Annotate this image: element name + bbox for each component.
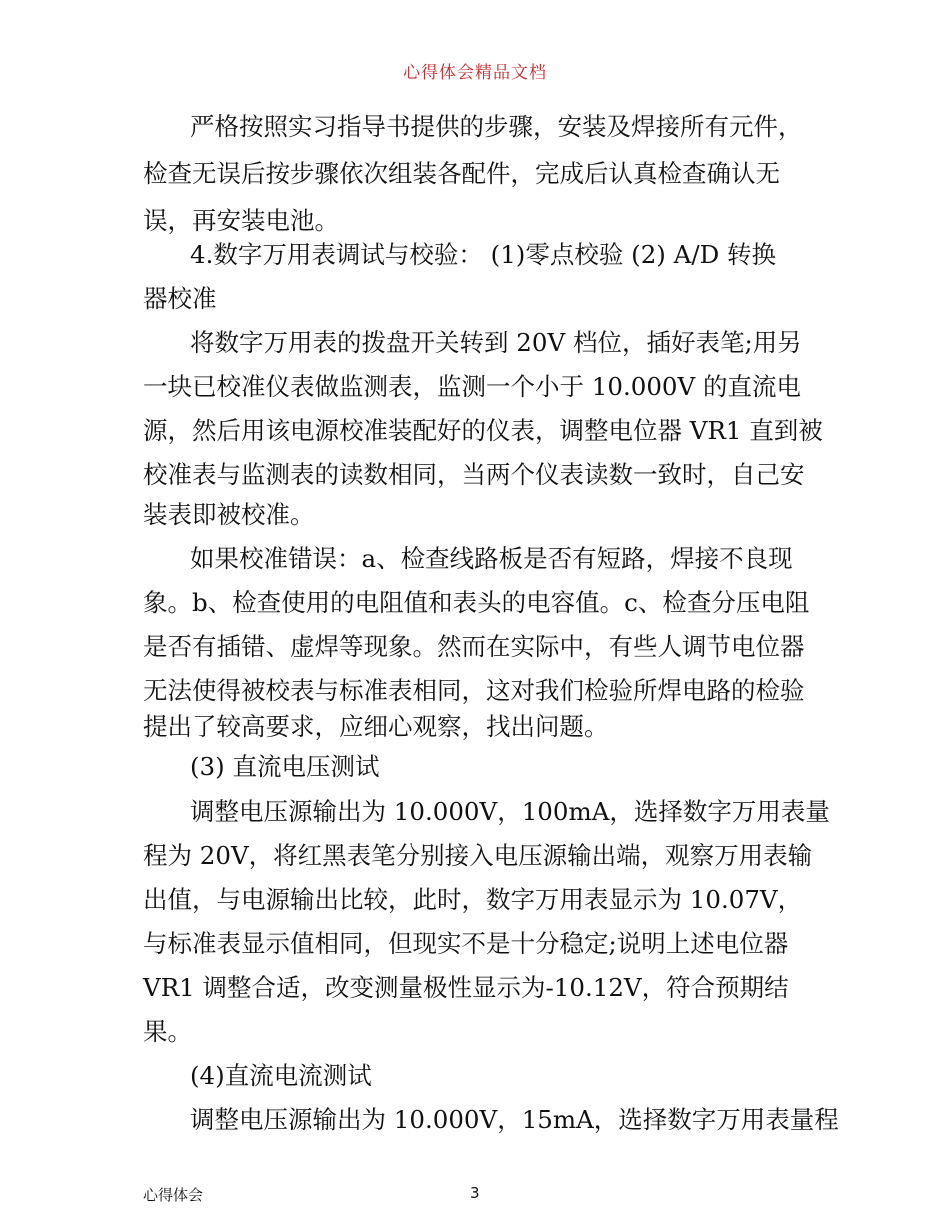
- text-line: 提出了较高要求，应细心观察，找出问题。: [143, 712, 609, 741]
- text-line: 程为 20V，将红黑表笔分别接入电压源输出端，观察万用表输: [143, 841, 813, 870]
- text-line: 调整电压源输出为 10.000V，100mA，选择数字万用表量: [190, 797, 830, 826]
- text-line: 误，再安装电池。: [143, 206, 339, 235]
- text-line: VR1 调整合适，改变测量极性显示为-10.12V，符合预期结: [143, 973, 789, 1002]
- text-line: 4.数字万用表调试与校验： (1)零点校验 (2) A/D 转换: [190, 240, 777, 269]
- text-line: 严格按照实习指导书提供的步骤，安装及焊接所有元件，: [190, 112, 803, 141]
- text-line: 源，然后用该电源校准装配好的仪表，调整电位器 VR1 直到被: [143, 416, 823, 445]
- text-line: 如果校准错误：a、检查线路板是否有短路，焊接不良现: [190, 544, 793, 573]
- text-line: 检查无误后按步骤依次组装各配件，完成后认真检查确认无: [143, 159, 780, 188]
- section-heading: (4)直流电流测试: [190, 1061, 372, 1090]
- text-line: 装表即被校准。: [143, 500, 315, 529]
- text-line: 是否有插错、虚焊等现象。然而在实际中，有些人调节电位器: [143, 632, 805, 661]
- text-line: 将数字万用表的拨盘开关转到 20V 档位，插好表笔;用另: [190, 328, 802, 357]
- page-header-title: 心得体会精品文档: [403, 63, 547, 83]
- page-number: 3: [470, 1184, 480, 1202]
- text-line: 器校准: [143, 284, 217, 313]
- text-line: 果。: [143, 1017, 192, 1046]
- text-line: 调整电压源输出为 10.000V，15mA，选择数字万用表量程: [190, 1105, 839, 1134]
- text-line: 与标准表显示值相同，但现实不是十分稳定;说明上述电位器: [143, 929, 789, 958]
- text-line: 校准表与监测表的读数相同，当两个仪表读数一致时，自己安: [143, 460, 805, 489]
- footer-label: 心得体会: [143, 1186, 204, 1204]
- text-line: 出值，与电源输出比较，此时，数字万用表显示为 10.07V，: [143, 885, 803, 914]
- text-line: 一块已校准仪表做监测表，监测一个小于 10.000V 的直流电: [143, 372, 801, 401]
- section-heading: (3) 直流电压测试: [190, 752, 380, 781]
- text-line: 无法使得被校表与标准表相同，这对我们检验所焊电路的检验: [143, 676, 805, 705]
- text-line: 象。b、检查使用的电阻值和表头的电容值。c、检查分压电阻: [143, 588, 810, 617]
